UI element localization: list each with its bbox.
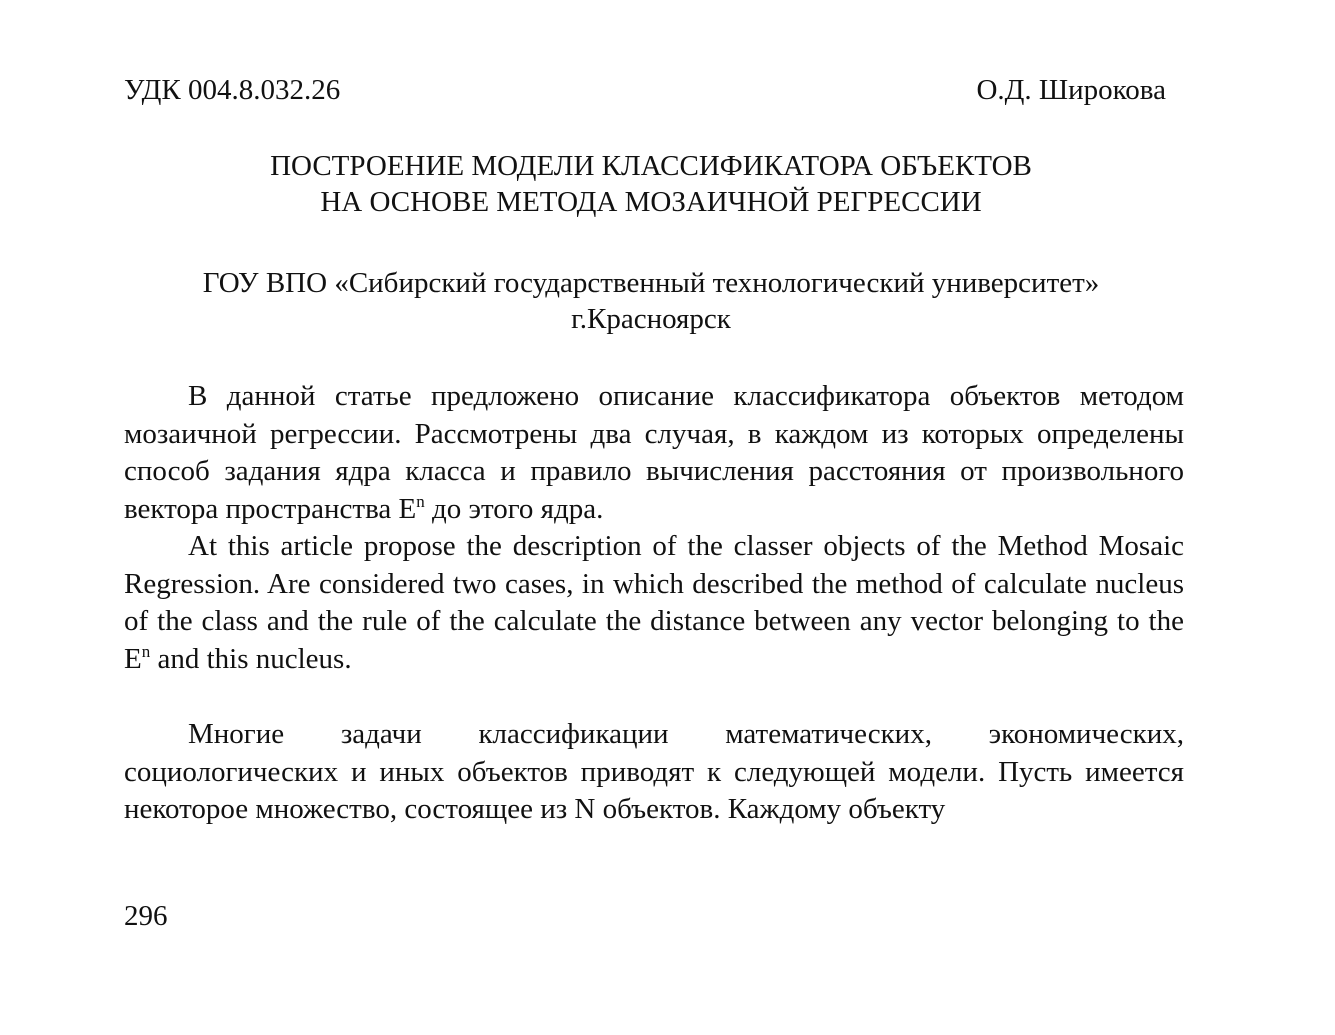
space-dimension-superscript: n	[141, 641, 151, 661]
affiliation	[100, 265, 1202, 337]
title-line-1: ПОСТРОЕНИЕ МОДЕЛИ КЛАССИФИКАТОРА ОБЪЕКТОВ	[270, 150, 1032, 182]
udc-code: УДК 004.8.032.26	[124, 74, 341, 106]
affiliation-line-1: ГОУ ВПО «Сибирский государственный технологический университет»	[202, 267, 1100, 299]
header-row	[124, 72, 1166, 108]
space-dimension-superscript: n	[416, 491, 425, 511]
abstract-russian	[124, 378, 1184, 528]
abstract-english	[124, 528, 1184, 678]
abstract-english-paragraph	[124, 528, 1184, 678]
abstract-russian-text: В данной статье предложено описание классификатора объектов методом мозаичной регрессии. Рассмотрены два случая, в каждом из которых определены способ задания ядра класса и правило вычисления расстояния от произвольного вектора пространства E	[124, 380, 1184, 525]
abstract-english-text-end: and this nucleus.	[150, 642, 352, 675]
abstract-russian-paragraph	[124, 378, 1184, 528]
affiliation-line-2: г.Красноярск	[571, 303, 731, 335]
abstract-russian-text-end: до этого ядра.	[424, 492, 604, 525]
page-number: 296	[124, 900, 168, 932]
body-text	[124, 716, 1184, 829]
title-line-2: НА ОСНОВЕ МЕТОДА МОЗАИЧНОЙ РЕГРЕССИИ	[320, 186, 982, 218]
paper-title	[100, 148, 1202, 220]
abstract-english-text: At this article propose the description of the classer objects of the Method Mosaic Regression. Are considered two cases, in which described the method of calculate nucleus of the class and the rule of the calculate the distance between any vector belonging to the E	[124, 530, 1184, 675]
intro-paragraph: Многие задачи классификации математических, экономических, социологических и иных объектов приводят к следующей модели. Пусть имеется некоторое множество, состоящее из N объектов. Каждому объекту	[124, 718, 1184, 825]
author-name: О.Д. Широкова	[976, 74, 1166, 106]
